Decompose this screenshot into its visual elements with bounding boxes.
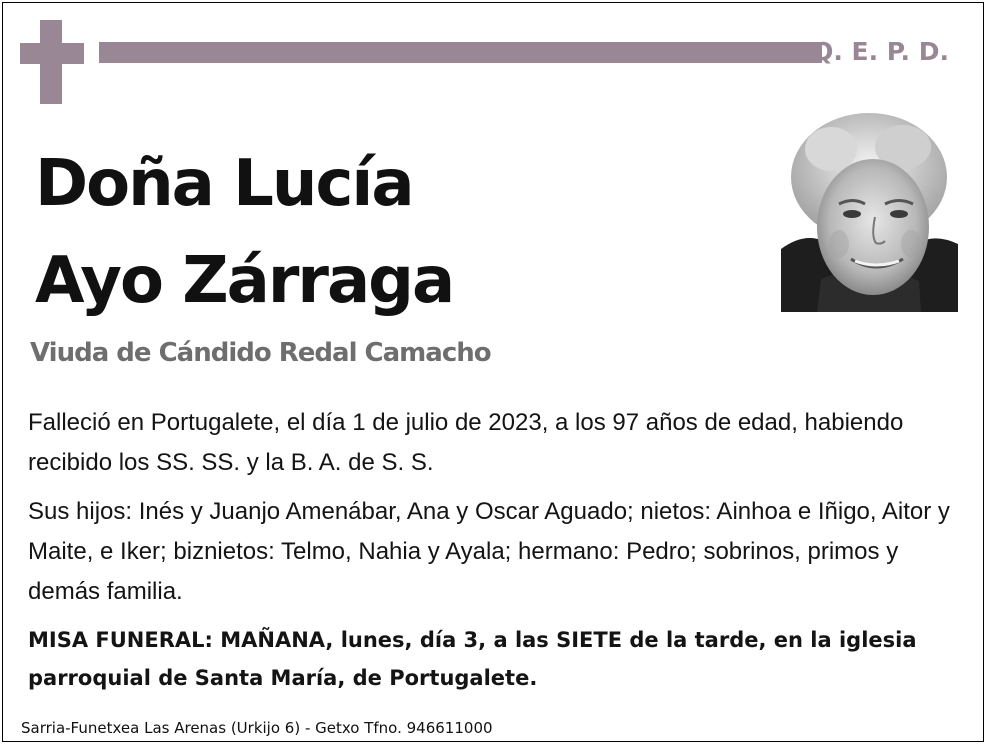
portrait-photo bbox=[781, 109, 958, 312]
name-line-1: Doña Lucía bbox=[35, 147, 413, 221]
header-bar bbox=[99, 42, 822, 63]
qepd-label: Q. E. P. D. bbox=[812, 37, 949, 66]
funeral-home-footer: Sarria-Funetxea Las Arenas (Urkijo 6) - Getxo Tfno. 946611000 bbox=[21, 719, 493, 737]
name-line-2: Ayo Zárraga bbox=[35, 244, 454, 318]
widow-of-line: Viuda de Cándido Redal Camacho bbox=[30, 338, 491, 368]
obituary-card bbox=[2, 2, 984, 742]
death-notice-text: Falleció en Portugalete, el día 1 de julio de 2023, a los 97 años de edad, habiendo recibido los SS. SS. y la B. A. de S. S. bbox=[28, 409, 904, 476]
cross-icon bbox=[20, 20, 84, 104]
family-list-text: Sus hijos: Inés y Juanjo Amenábar, Ana y Oscar Aguado; nietos: Ainhoa e Iñigo, Aitor y Maite, e Iker; biznietos: Telmo, Nahia y Ayala; hermano: Pedro; sobrinos, primos y demás familia. bbox=[28, 498, 950, 605]
deceased-name bbox=[35, 136, 453, 330]
funeral-mass-text: MISA FUNERAL: MAÑANA, lunes, día 3, a las SIETE de la tarde, en la iglesia parroquial de Santa María, de Portugalete. bbox=[28, 628, 917, 690]
